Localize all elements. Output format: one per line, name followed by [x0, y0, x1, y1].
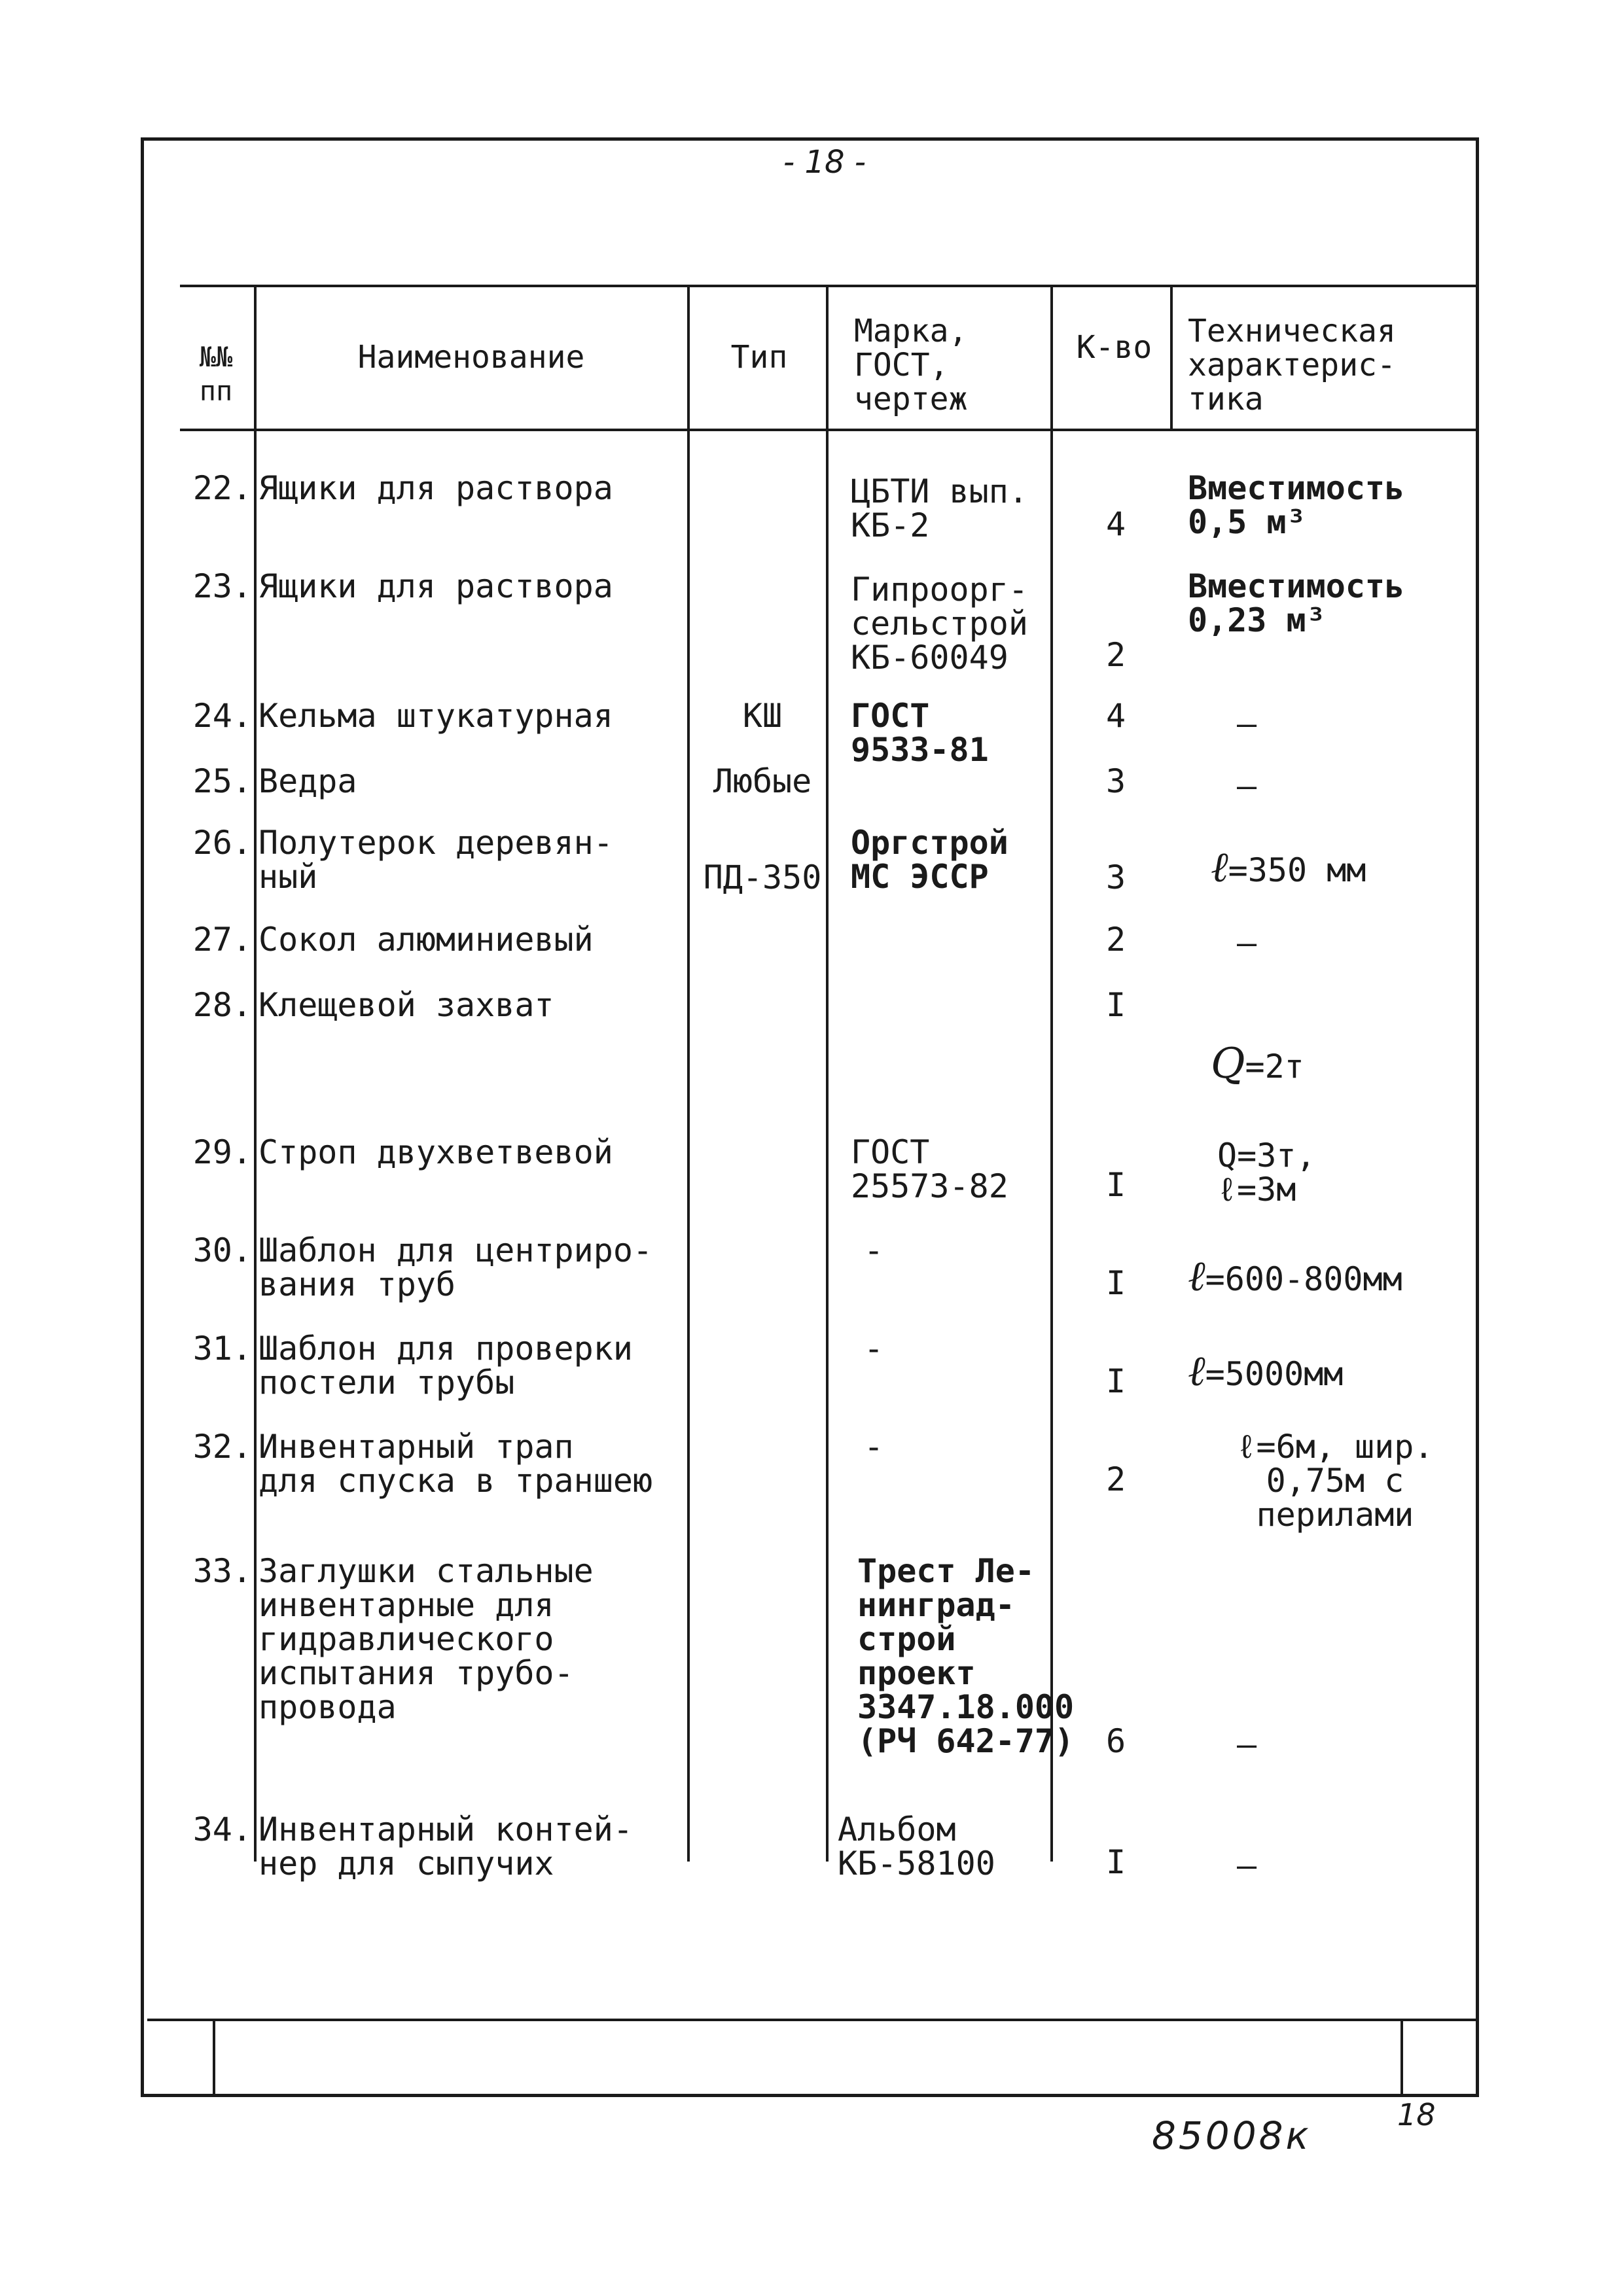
row-type: Любые — [713, 762, 812, 800]
row-name: Строп двухветвевой — [259, 1133, 613, 1171]
row-quantity: 4 — [1105, 505, 1126, 543]
load-symbol-icon: Q — [1211, 1040, 1245, 1088]
row-brand: Трест Ле- нинград- строй проект 3347.18.000 (РЧ 642-77) — [857, 1552, 1075, 1760]
row-brand: Альбом КБ-58100 — [838, 1810, 995, 1882]
row-type: КШ — [742, 697, 783, 735]
stamp-right-divider — [1400, 2019, 1403, 2097]
row-quantity: 4 — [1105, 697, 1126, 735]
row-number: 32. — [192, 1428, 252, 1466]
row-quantity: I — [1105, 1843, 1126, 1881]
row-number: 27. — [192, 921, 252, 959]
row-number: 30. — [192, 1231, 252, 1269]
row-brand: - — [864, 1330, 884, 1368]
row-name: Ящики для раствора — [259, 567, 613, 605]
header-quantity: К-во — [1076, 329, 1152, 366]
length-symbol-icon: ℓ — [1188, 1252, 1205, 1301]
row-quantity: 6 — [1105, 1722, 1126, 1760]
row-number: 34. — [192, 1810, 252, 1848]
col-divider-1 — [254, 285, 257, 1862]
row-tech — [1211, 1040, 1499, 1088]
row-name: Клещевой захват — [259, 986, 554, 1024]
row-tech: — — [1237, 924, 1257, 962]
page-frame — [141, 137, 1479, 2097]
row-quantity: I — [1105, 1362, 1126, 1400]
row-tech: — — [1237, 1725, 1257, 1763]
row-tech: Вместимость 0,23 м³ — [1188, 567, 1405, 639]
row-quantity: 2 — [1105, 1460, 1126, 1498]
row-number: 31. — [192, 1330, 252, 1368]
length-symbol-icon: ℓ — [1188, 1347, 1205, 1396]
row-tech — [1188, 1252, 1476, 1301]
row-name: Сокол алюминиевый — [259, 921, 594, 959]
row-quantity: I — [1105, 1166, 1126, 1204]
stamp-top-rule — [147, 2019, 1476, 2021]
row-name: Шаблон для проверки постели трубы — [259, 1330, 633, 1402]
row-tech-value: =600-800мм — [1205, 1260, 1402, 1298]
row-name: Шаблон для центриро- вания труб — [259, 1231, 653, 1303]
row-brand: ГОСТ 25573-82 — [851, 1133, 1008, 1205]
row-brand: - — [864, 1231, 884, 1269]
row-number: 24. — [192, 697, 252, 735]
row-quantity: 3 — [1105, 858, 1126, 896]
row-number: 28. — [192, 986, 252, 1024]
row-name: Инвентарный трап для спуска в траншею — [259, 1428, 653, 1500]
col-divider-2 — [687, 285, 690, 1862]
row-tech-value: =5000мм — [1205, 1355, 1344, 1393]
row-quantity: I — [1105, 1264, 1126, 1302]
row-type: ПД-350 — [703, 858, 822, 896]
row-tech-value: =350 мм — [1228, 851, 1366, 889]
row-brand: - — [864, 1428, 884, 1466]
row-tech — [1211, 843, 1499, 892]
row-name: Заглушки стальные инвентарные для гидравлического испытания трубо- провода — [259, 1552, 594, 1726]
row-number: 29. — [192, 1133, 252, 1171]
row-number: 25. — [192, 762, 252, 800]
row-brand: Оргстрой МС ЭССР — [851, 824, 1008, 896]
row-tech: Вместимость 0,5 м³ — [1188, 469, 1405, 541]
row-brand: Гипроорг- сельстрой КБ-60049 — [851, 571, 1028, 677]
row-tech — [1188, 1347, 1476, 1396]
row-name: Ящики для раствора — [259, 469, 613, 507]
row-number: 33. — [192, 1552, 252, 1590]
page-number: - 18 - — [783, 144, 866, 181]
header-type: Тип — [730, 339, 788, 376]
length-symbol-icon: ℓ — [1211, 843, 1228, 892]
header-number: №№ пп — [199, 341, 233, 407]
header-name: Наименование — [357, 339, 585, 376]
row-quantity: 3 — [1105, 762, 1126, 800]
row-name: Кельма штукатурная — [259, 697, 613, 735]
row-name: Ведра — [259, 762, 357, 800]
stamp-left-divider — [213, 2019, 215, 2097]
row-tech: — — [1237, 705, 1257, 743]
row-number: 23. — [192, 567, 252, 605]
row-tech: — — [1237, 1846, 1257, 1884]
row-quantity: 2 — [1105, 921, 1126, 959]
row-brand: ЦБТИ вып. КБ-2 — [851, 472, 1028, 544]
col-divider-3 — [826, 285, 829, 1862]
row-tech: ℓ=6м, шир. 0,75м с перилами — [1236, 1428, 1434, 1534]
header-brand: Марка, ГОСТ, чертеж — [854, 313, 968, 417]
row-quantity: I — [1105, 986, 1126, 1024]
header-tech: Техническая характерис- тика — [1188, 313, 1396, 417]
row-number: 22. — [192, 469, 252, 507]
row-tech: Q=3т, ℓ=3м — [1217, 1137, 1316, 1209]
row-brand: ГОСТ 9533-81 — [851, 697, 989, 769]
row-number: 26. — [192, 824, 252, 862]
row-quantity: 2 — [1105, 636, 1126, 674]
row-tech: — — [1237, 767, 1257, 805]
row-name: Полутерок деревян- ный — [259, 824, 613, 896]
row-name: Инвентарный контей- нер для сыпучих — [259, 1810, 633, 1882]
sheet-number: 18 — [1397, 2097, 1436, 2132]
document-code: 85008к — [1152, 2113, 1311, 2158]
row-tech-value: =2т — [1245, 1048, 1304, 1086]
